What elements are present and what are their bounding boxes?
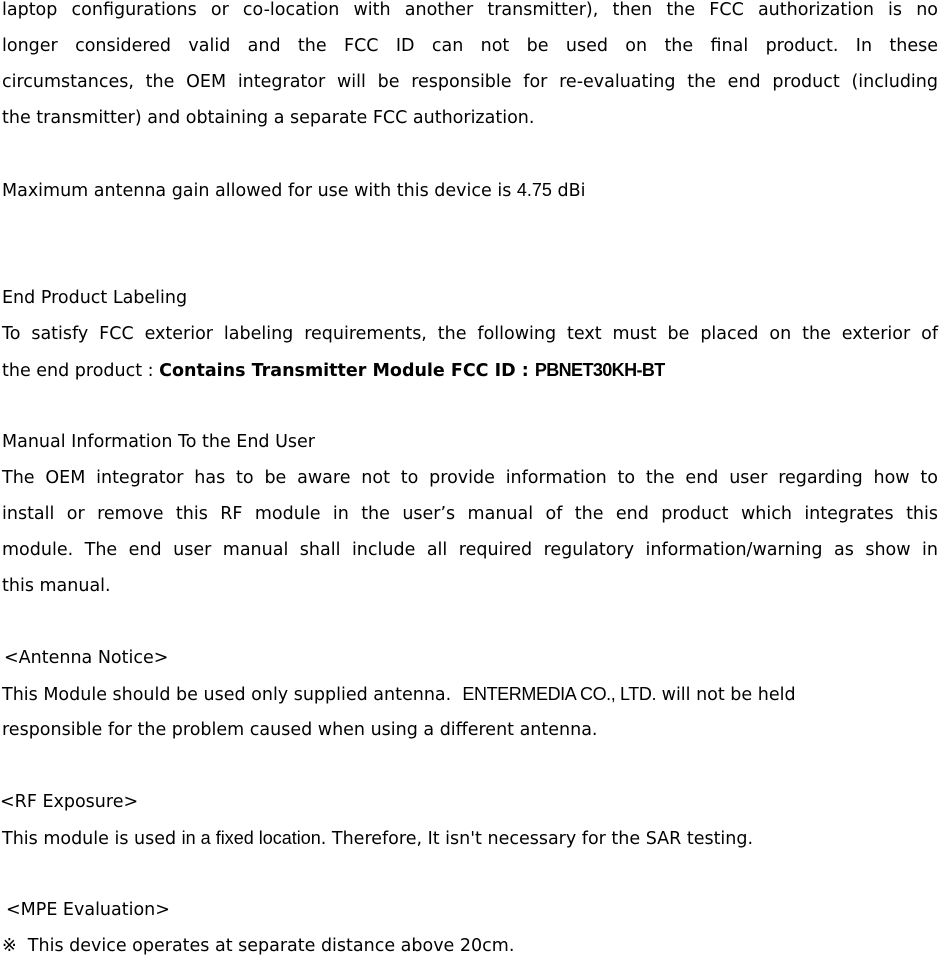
para1-line4: the transmitter) and obtaining a separate FCC authorization. <box>2 108 535 128</box>
labeling-line2 <box>2 360 938 381</box>
rf-suffix: . Therefore, It isn't necessary for the SAR testing. <box>320 829 754 849</box>
antenna-gain-line <box>2 180 938 201</box>
antenna-line2: responsible for the problem caused when using a different antenna. <box>2 720 598 740</box>
mpe-line <box>2 936 938 956</box>
manual-line4: this manual. <box>2 576 111 596</box>
gain-value: 4.75 <box>516 180 552 200</box>
reference-mark-icon: ※ <box>2 936 17 956</box>
antenna-line1 <box>2 684 938 705</box>
rf-prefix: This module is used <box>2 829 182 849</box>
mpe-text: This device operates at separate distance above 20cm. <box>16 936 515 956</box>
rf-exposure-line <box>2 828 938 849</box>
fcc-id: PBNET30KH-BT <box>534 360 665 380</box>
mpe-heading: <MPE Evaluation> <box>6 900 170 920</box>
manual-line2: install or remove this RF module in the user’s manual of the end product which integrates this <box>2 504 938 524</box>
rf-exposure-heading: <RF Exposure> <box>0 792 139 812</box>
gain-unit: dBi <box>551 181 586 201</box>
company-name: ENTERMEDIA CO., LTD. <box>462 684 657 704</box>
manual-heading: Manual Information To the End User <box>2 432 315 452</box>
manual-line1: The OEM integrator has to be aware not to provide information to the end user regarding how to <box>2 468 938 488</box>
para1-line2: longer considered valid and the FCC ID can not be used on the final product. In these <box>2 36 938 56</box>
gain-prefix: Maximum antenna gain allowed for use with this device is <box>2 181 517 201</box>
rf-location: in a fixed location <box>181 828 321 848</box>
antenna-line1-prefix: This Module should be used only supplied antenna. <box>2 685 463 705</box>
labeling-heading: End Product Labeling <box>2 288 188 308</box>
labeling-line1: To satisfy FCC exterior labeling requirements, the following text must be placed on the exterior of <box>2 324 938 344</box>
antenna-line1-suffix: will not be held <box>656 685 796 705</box>
labeling-line2-prefix: the end product : <box>2 361 160 381</box>
contains-label: Contains Transmitter Module FCC ID : <box>159 361 535 381</box>
manual-line3: module. The end user manual shall include all required regulatory information/warning as show in <box>2 540 938 560</box>
antenna-notice-heading: <Antenna Notice> <box>4 648 169 668</box>
para1-line3: circumstances, the OEM integrator will be responsible for re-evaluating the end product (including <box>2 72 938 92</box>
para1-line1: laptop configurations or co-location with another transmitter), then the FCC authorization is no <box>2 0 938 20</box>
